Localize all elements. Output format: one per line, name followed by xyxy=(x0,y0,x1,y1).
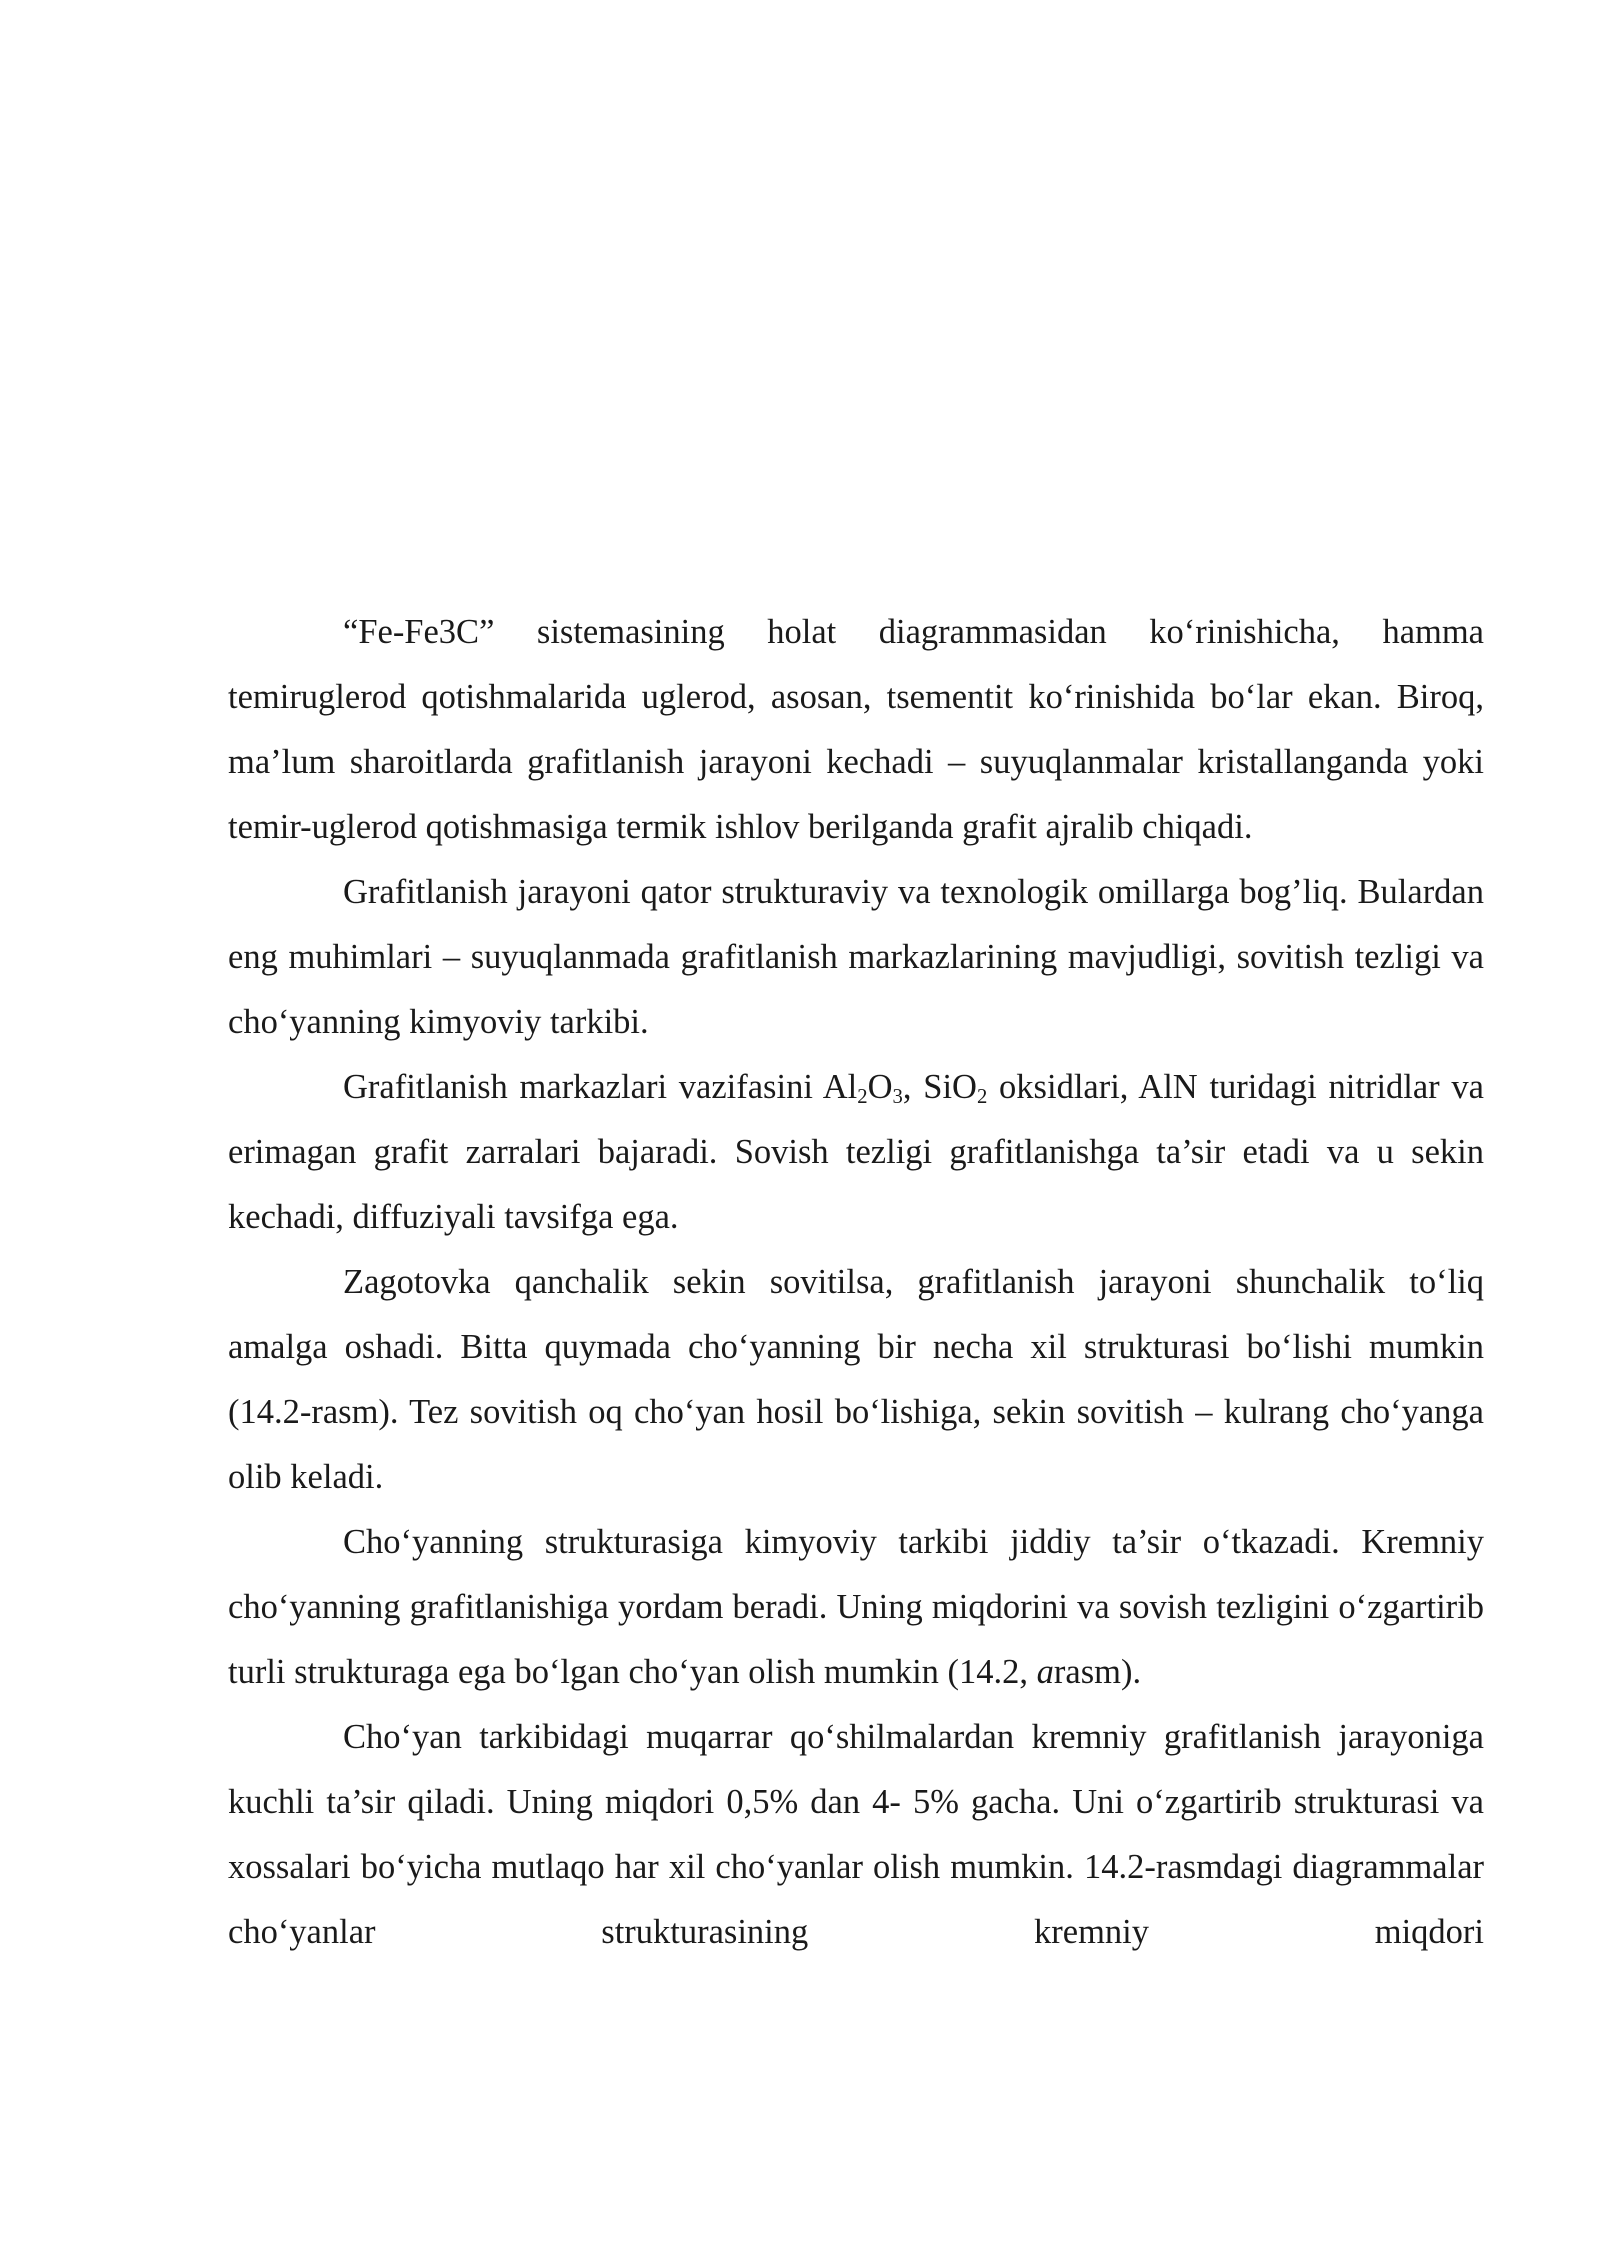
paragraph-fe-fe3c-diagram: “Fe-Fe3C” sistemasining holat diagrammasidan ko‘rinishicha, hamma temiruglerod qotishmalarida uglerod, asosan, tsementit ko‘rinishida bo‘lar ekan. Biroq, ma’lum sharoitlarda grafitlanish jarayoni kechadi – suyuqlanmalar kristallanganda yoki temir-uglerod qotishmasiga termik ishlov berilganda grafit ajralib chiqadi. xyxy=(228,613,1484,846)
text-run: O xyxy=(867,1068,893,1106)
text-run: oksidlari, AlN turidagi nitridlar va erimagan grafit zarralari bajaradi. Sovish tezligi grafitlanishga ta’sir etadi va u sekin kechadi, diffuziyali tavsifga ega. xyxy=(228,1068,1484,1236)
text-run: , SiO xyxy=(902,1068,977,1106)
paragraph-graphitization-centers xyxy=(228,1055,1484,1250)
paragraph-graphitization-factors: Grafitlanish jarayoni qator strukturaviy va texnologik omillarga bog’liq. Bulardan eng muhimlari – suyuqlanmada grafitlanish markazlarining mavjudligi, sovitish tezligi va cho‘yanning kimyoviy tarkibi. xyxy=(228,873,1484,1041)
italic-letter: a xyxy=(1036,1653,1054,1691)
text-run: Grafitlanish markazlari vazifasini Al xyxy=(343,1068,858,1106)
text-run: rasm). xyxy=(1053,1653,1142,1691)
subscript: 2 xyxy=(976,1086,988,1109)
subscript: 3 xyxy=(892,1086,903,1109)
paragraph-cooling-rate: Zagotovka qanchalik sekin sovitilsa, grafitlanish jarayoni shunchalik to‘liq amalga oshadi. Bitta quymada cho‘yanning bir necha xil strukturasi bo‘lishi mumkin (14.2-rasm). Tez sovitish oq cho‘yan hosil bo‘lishiga, sekin sovitish – kulrang cho‘yanga olib keladi. xyxy=(228,1263,1484,1496)
body-text xyxy=(228,600,1484,1965)
paragraph-chemical-composition xyxy=(228,1510,1484,1705)
text-run: Cho‘yanning strukturasiga kimyoviy tarkibi jiddiy ta’sir o‘tkazadi. Kremniy cho‘yanning grafitlanishiga yordam beradi. Uning miqdorini va sovish tezligini o‘zgartirib turli strukturaga ega bo‘lgan cho‘yan olish mumkin (14.2, xyxy=(228,1523,1484,1691)
subscript: 2 xyxy=(857,1086,868,1109)
paragraph-silicon-influence: Cho‘yan tarkibidagi muqarrar qo‘shilmalardan kremniy grafitlanish jarayoniga kuchli ta’sir qiladi. Uning miqdori 0,5% dan 4- 5% gacha. Uni o‘zgartirib strukturasi va xossalari bo‘yicha mutlaqo har xil cho‘yanlar olish mumkin. 14.2-rasmdagi diagrammalar cho‘yanlar strukturasining kremniy miqdori xyxy=(228,1718,1484,1951)
